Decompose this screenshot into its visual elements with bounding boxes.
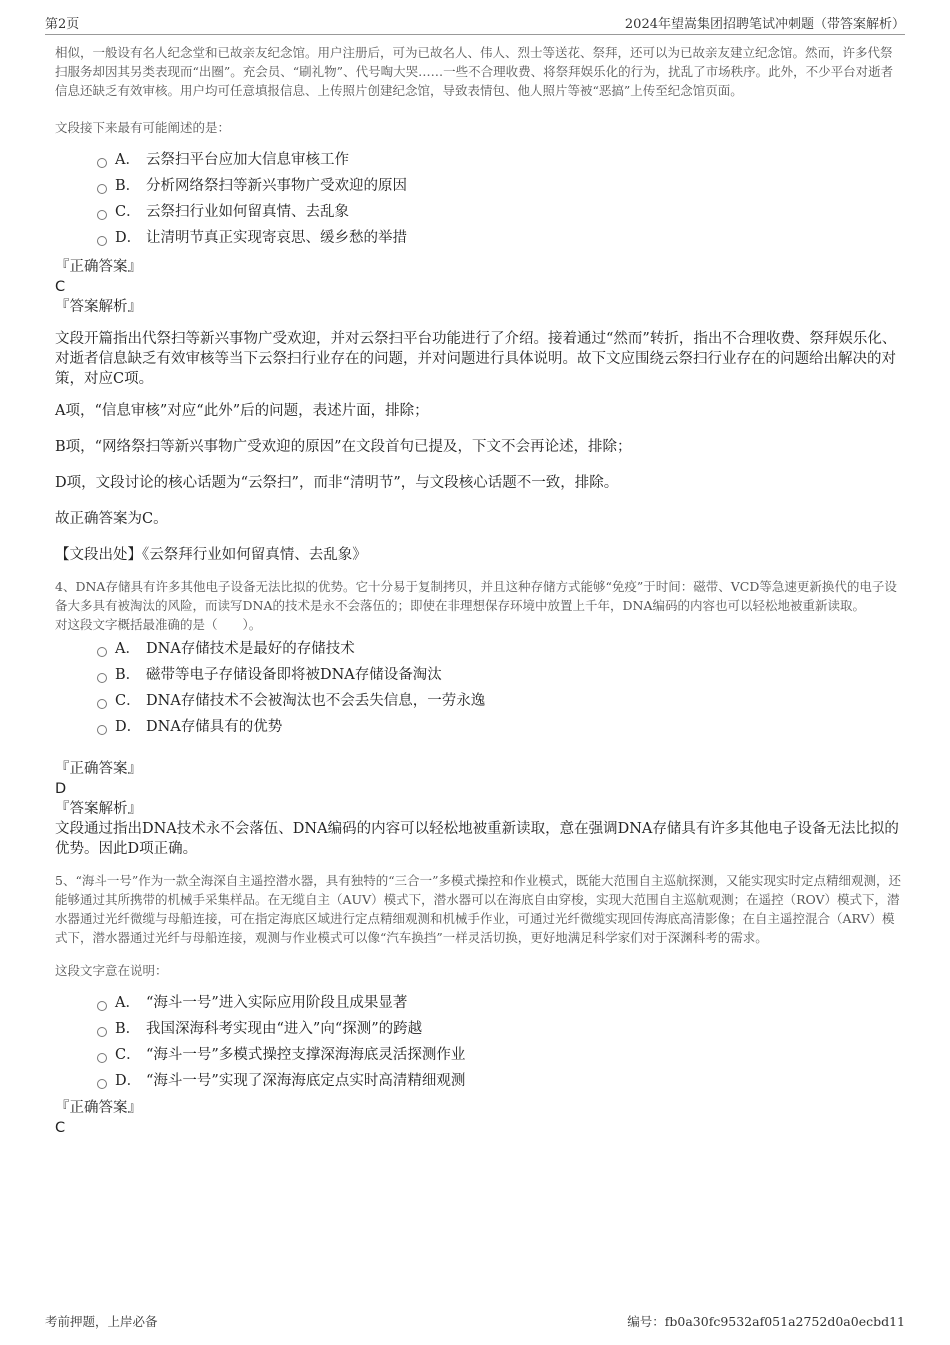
- q3-prompt: 文段接下来最有可能阐述的是：: [55, 120, 231, 135]
- q4-passage: 4、DNA存储具有许多其他电子设备无法比拟的优势。它十分易于复制拷贝，并且这种存储方式能够“免疫”于时间：磁带、VCD等急速更新换代的电子设备大多具有被淘汰的风险，而读写DNA的技术是永不会落伍的；即使在非理想保存环境中放置上千年，DNA编码的内容也可以轻松地被重新读取。: [55, 579, 897, 613]
- q5-options: [55, 990, 902, 1094]
- radio-icon[interactable]: [97, 210, 107, 220]
- q4-analysis: 文段通过指出DNA技术永不会落伍、DNA编码的内容可以轻松地被重新读取，意在强调DNA存储具有许多其他电子设备无法比拟的优势。因此D项正确。: [55, 821, 899, 857]
- q5-option-d[interactable]: D． “海斗一号”实现了深海海底定点实时高清精细观测: [97, 1068, 902, 1094]
- q5-option-a[interactable]: A． “海斗一号”进入实际应用阶段且成果显著: [97, 990, 902, 1016]
- q3-analysis-d: D项，文段讨论的核心话题为“云祭扫”，而非“清明节”，与文段核心话题不一致，排除。: [55, 475, 619, 491]
- footer-slogan: 考前押题，上岸必备: [45, 1314, 158, 1329]
- footer-doc-id: 编号：fb0a30fc9532af051a2752d0a0ecbd11: [627, 1314, 905, 1329]
- page-footer: [45, 1312, 905, 1330]
- radio-icon[interactable]: [97, 647, 107, 657]
- q5-passage: 5、“海斗一号”作为一款全海深自主遥控潜水器，具有独特的“三合一”多模式操控和作业模式，既能大范围自主巡航探测，又能实现实时定点精细观测，还能够通过其所携带的机械手采集样品。在无缆自主（AUV）模式下，潜水器可以在海底自由穿梭，实现大范围自主巡航观测；在遥控（ROV）模式下，潜水器通过光纤微缆与母船连接，可在指定海底区域进行定点精细观测和机械手作业，可通过光纤微缆实现回传海底高清影像；在自主遥控混合（ARV）模式下，潜水器通过光纤与母船连接，观测与作业模式可以像“汽车换挡”一样灵活切换，更好地满足科学家们对于深渊科考的需求。: [55, 873, 902, 945]
- q4-answer-heading: 『正确答案』: [55, 761, 142, 777]
- q4-option-a[interactable]: A． DNA存储技术是最好的存储技术: [97, 636, 902, 662]
- q3-analysis-conclusion: 故正确答案为C。: [55, 511, 168, 527]
- radio-icon[interactable]: [97, 1027, 107, 1037]
- page-content: [55, 40, 902, 1138]
- q3-options: [55, 147, 902, 251]
- q4-analysis-heading: 『答案解析』: [55, 801, 142, 817]
- radio-icon[interactable]: [97, 725, 107, 735]
- q3-option-c[interactable]: C． 云祭扫行业如何留真情、去乱象: [97, 199, 902, 225]
- q3-option-d[interactable]: D． 让清明节真正实现寄哀思、缓乡愁的举措: [97, 225, 902, 251]
- q4-prompt: 对这段文字概括最准确的是（ ）。: [55, 617, 262, 632]
- q3-analysis-heading: 『答案解析』: [55, 299, 142, 315]
- q3-analysis-b: B项，“网络祭扫等新兴事物广受欢迎的原因”在文段首句已提及，下文不会再论述，排除；: [55, 439, 632, 455]
- q5-prompt: 这段文字意在说明：: [55, 963, 168, 978]
- q4-options: [55, 636, 902, 740]
- q5-option-c[interactable]: C． “海斗一号”多模式操控支撑深海海底灵活探测作业: [97, 1042, 902, 1068]
- q4-option-d[interactable]: D． DNA存储具有的优势: [97, 714, 902, 740]
- q3-analysis-para: 文段开篇指出代祭扫等新兴事物广受欢迎，并对云祭扫平台功能进行了介绍。接着通过“然而”转折，指出不合理收费、祭拜娱乐化、对逝者信息缺乏有效审核等当下云祭扫行业存在的问题，并对问题进行具体说明。故下文应围绕云祭扫行业存在的问题给出解决的对策，对应C项。: [55, 331, 897, 387]
- q3-option-a[interactable]: A． 云祭扫平台应加大信息审核工作: [97, 147, 902, 173]
- q4-option-b[interactable]: B． 磁带等电子存储设备即将被DNA存储设备淘汰: [97, 662, 902, 688]
- radio-icon[interactable]: [97, 699, 107, 709]
- radio-icon[interactable]: [97, 236, 107, 246]
- q5-answer: C: [55, 1120, 66, 1136]
- document-title: 2024年望嵩集团招聘笔试冲刺题（带答案解析）: [624, 17, 905, 32]
- q5-answer-heading: 『正确答案』: [55, 1100, 142, 1116]
- q5-option-b[interactable]: B． 我国深海科考实现由“进入”向“探测”的跨越: [97, 1016, 902, 1042]
- radio-icon[interactable]: [97, 158, 107, 168]
- q3-passage: 相似，一般设有名人纪念堂和已故亲友纪念馆。用户注册后，可为已故名人、伟人、烈士等送花、祭拜，还可以为已故亲友建立纪念馆。然而，许多代祭扫服务却因其另类表现而“出圈”。充会员、“刷礼物”、代号啕大哭……一些不合理收费、将祭拜娱乐化的行为，扰乱了市场秩序。此外，不少平台对逝者信息还缺乏有效审核。用户均可任意填报信息、上传照片创建纪念馆，导致表情包、他人照片等被“恶搞”上传至纪念馆页面。: [55, 45, 894, 98]
- q3-source: 【文段出处】《云祭拜行业如何留真情、去乱象》: [55, 547, 367, 563]
- radio-icon[interactable]: [97, 1079, 107, 1089]
- q3-option-b[interactable]: B． 分析网络祭扫等新兴事物广受欢迎的原因: [97, 173, 902, 199]
- radio-icon[interactable]: [97, 1001, 107, 1011]
- radio-icon[interactable]: [97, 184, 107, 194]
- q3-answer: C: [55, 279, 66, 295]
- q3-answer-heading: 『正确答案』: [55, 259, 142, 275]
- page-number: 第2页: [45, 17, 80, 32]
- radio-icon[interactable]: [97, 673, 107, 683]
- q3-analysis-a: A项，“信息审核”对应“此外”后的问题，表述片面，排除；: [55, 403, 429, 419]
- radio-icon[interactable]: [97, 1053, 107, 1063]
- q4-answer: D: [55, 781, 67, 797]
- page-header: [45, 10, 905, 35]
- q4-option-c[interactable]: C． DNA存储技术不会被淘汰也不会丢失信息，一劳永逸: [97, 688, 902, 714]
